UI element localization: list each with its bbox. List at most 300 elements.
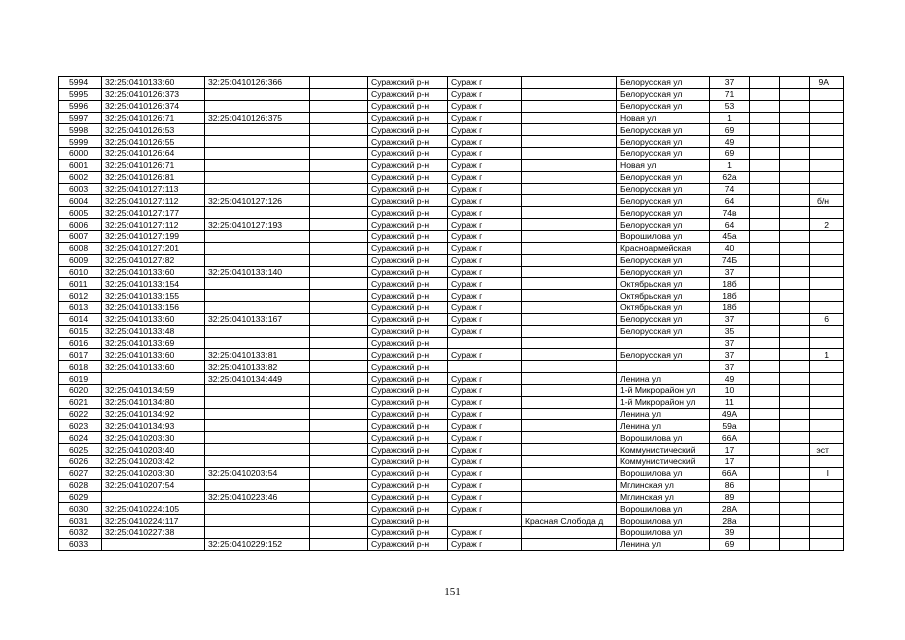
settlement-cell bbox=[522, 266, 617, 278]
district-cell: Суражский р-н bbox=[368, 100, 448, 112]
cadastral-number-cell: 32:25:0410126:53 bbox=[102, 124, 205, 136]
house-number-cell: 37 bbox=[710, 77, 750, 89]
settlement-cell bbox=[522, 112, 617, 124]
district-cell: Суражский р-н bbox=[368, 207, 448, 219]
cadastral-number-cell: 32:25:0410126:373 bbox=[102, 88, 205, 100]
building-number-cell bbox=[810, 100, 844, 112]
page-number: 151 bbox=[444, 586, 461, 598]
building-number-cell bbox=[810, 254, 844, 266]
cadastral-number-2-cell: 32:25:0410126:366 bbox=[205, 77, 310, 89]
street-cell: Белорусская ул bbox=[617, 207, 710, 219]
blank-cell-cell bbox=[780, 136, 810, 148]
street-cell: Ленина ул bbox=[617, 373, 710, 385]
house-number-cell: 69 bbox=[710, 538, 750, 550]
table-row bbox=[59, 112, 844, 124]
city-cell: Сураж г bbox=[448, 503, 522, 515]
table-row bbox=[59, 195, 844, 207]
city-cell: Сураж г bbox=[448, 456, 522, 468]
house-number-cell: 1 bbox=[710, 112, 750, 124]
city-cell: Сураж г bbox=[448, 136, 522, 148]
blank-cell-cell bbox=[750, 420, 780, 432]
house-number-cell: 11 bbox=[710, 396, 750, 408]
street-cell: Белорусская ул bbox=[617, 349, 710, 361]
table-row bbox=[59, 444, 844, 456]
blank-cell-cell bbox=[780, 538, 810, 550]
street-cell: Белорусская ул bbox=[617, 266, 710, 278]
blank-cell-cell bbox=[780, 444, 810, 456]
house-number-cell: 71 bbox=[710, 88, 750, 100]
cadastral-number-cell: 32:25:0410203:30 bbox=[102, 432, 205, 444]
blank-cell-cell bbox=[750, 242, 780, 254]
settlement-cell bbox=[522, 219, 617, 231]
settlement-cell bbox=[522, 159, 617, 171]
row-number-cell: 6025 bbox=[59, 444, 102, 456]
blank-cell-cell bbox=[750, 183, 780, 195]
building-number-cell bbox=[810, 88, 844, 100]
street-cell bbox=[617, 337, 710, 349]
table-row bbox=[59, 148, 844, 160]
blank-cell-cell bbox=[780, 325, 810, 337]
row-number-cell: 6030 bbox=[59, 503, 102, 515]
blank-cell-cell bbox=[310, 337, 368, 349]
settlement-cell bbox=[522, 456, 617, 468]
blank-cell-cell bbox=[750, 302, 780, 314]
city-cell: Сураж г bbox=[448, 290, 522, 302]
cadastral-number-cell: 32:25:0410126:71 bbox=[102, 112, 205, 124]
city-cell: Сураж г bbox=[448, 242, 522, 254]
building-number-cell: 1 bbox=[810, 349, 844, 361]
cadastral-number-2-cell: 32:25:0410229:152 bbox=[205, 538, 310, 550]
street-cell: Коммунистический bbox=[617, 456, 710, 468]
blank-cell-cell bbox=[310, 266, 368, 278]
blank-cell-cell bbox=[750, 112, 780, 124]
building-number-cell bbox=[810, 396, 844, 408]
cadastral-number-2-cell: 32:25:0410127:193 bbox=[205, 219, 310, 231]
row-number-cell: 6031 bbox=[59, 515, 102, 527]
blank-cell-cell bbox=[310, 467, 368, 479]
house-number-cell: 86 bbox=[710, 479, 750, 491]
blank-cell-cell bbox=[780, 77, 810, 89]
street-cell: Белорусская ул bbox=[617, 313, 710, 325]
settlement-cell bbox=[522, 88, 617, 100]
street-cell: Белорусская ул bbox=[617, 195, 710, 207]
blank-cell-cell bbox=[780, 88, 810, 100]
building-number-cell bbox=[810, 266, 844, 278]
table-row bbox=[59, 408, 844, 420]
district-cell: Суражский р-н bbox=[368, 183, 448, 195]
house-number-cell: 66А bbox=[710, 432, 750, 444]
street-cell: Новая ул bbox=[617, 159, 710, 171]
blank-cell-cell bbox=[750, 456, 780, 468]
blank-cell-cell bbox=[780, 527, 810, 539]
row-number-cell: 6020 bbox=[59, 384, 102, 396]
house-number-cell: 74в bbox=[710, 207, 750, 219]
street-cell: Белорусская ул bbox=[617, 254, 710, 266]
cadastral-number-2-cell bbox=[205, 337, 310, 349]
settlement-cell bbox=[522, 242, 617, 254]
row-number-cell: 6013 bbox=[59, 302, 102, 314]
row-number-cell: 6019 bbox=[59, 373, 102, 385]
cadastral-number-2-cell: 32:25:0410133:82 bbox=[205, 361, 310, 373]
house-number-cell: 69 bbox=[710, 148, 750, 160]
house-number-cell: 62а bbox=[710, 171, 750, 183]
street-cell: Ленина ул bbox=[617, 408, 710, 420]
cadastral-number-2-cell: 32:25:0410133:140 bbox=[205, 266, 310, 278]
building-number-cell bbox=[810, 112, 844, 124]
settlement-cell bbox=[522, 408, 617, 420]
cadastral-number-cell: 32:25:0410133:156 bbox=[102, 302, 205, 314]
district-cell: Суражский р-н bbox=[368, 171, 448, 183]
house-number-cell: 64 bbox=[710, 219, 750, 231]
cadastral-number-2-cell bbox=[205, 432, 310, 444]
building-number-cell bbox=[810, 408, 844, 420]
city-cell: Сураж г bbox=[448, 325, 522, 337]
street-cell: Красноармейская bbox=[617, 242, 710, 254]
district-cell: Суражский р-н bbox=[368, 159, 448, 171]
cadastral-number-cell: 32:25:0410127:177 bbox=[102, 207, 205, 219]
blank-cell-cell bbox=[780, 396, 810, 408]
table-row bbox=[59, 100, 844, 112]
building-number-cell: 9А bbox=[810, 77, 844, 89]
blank-cell-cell bbox=[780, 183, 810, 195]
city-cell: Сураж г bbox=[448, 538, 522, 550]
cadastral-number-cell: 32:25:0410203:40 bbox=[102, 444, 205, 456]
blank-cell-cell bbox=[750, 88, 780, 100]
settlement-cell bbox=[522, 420, 617, 432]
street-cell: Белорусская ул bbox=[617, 77, 710, 89]
row-number-cell: 6018 bbox=[59, 361, 102, 373]
city-cell: Сураж г bbox=[448, 159, 522, 171]
cadastral-number-2-cell bbox=[205, 148, 310, 160]
building-number-cell bbox=[810, 136, 844, 148]
settlement-cell bbox=[522, 384, 617, 396]
table-row bbox=[59, 456, 844, 468]
blank-cell-cell bbox=[310, 420, 368, 432]
cadastral-number-cell: 32:25:0410127:201 bbox=[102, 242, 205, 254]
building-number-cell bbox=[810, 515, 844, 527]
blank-cell-cell bbox=[780, 207, 810, 219]
row-number-cell: 5998 bbox=[59, 124, 102, 136]
blank-cell-cell bbox=[310, 479, 368, 491]
cadastral-number-cell: 32:25:0410133:60 bbox=[102, 313, 205, 325]
blank-cell-cell bbox=[310, 325, 368, 337]
building-number-cell bbox=[810, 432, 844, 444]
cadastral-number-2-cell bbox=[205, 290, 310, 302]
settlement-cell bbox=[522, 124, 617, 136]
blank-cell-cell bbox=[780, 124, 810, 136]
blank-cell-cell bbox=[310, 148, 368, 160]
house-number-cell: 18б bbox=[710, 278, 750, 290]
row-number-cell: 6001 bbox=[59, 159, 102, 171]
street-cell: Октябрьская ул bbox=[617, 302, 710, 314]
district-cell: Суражский р-н bbox=[368, 254, 448, 266]
cadastral-number-2-cell bbox=[205, 384, 310, 396]
house-number-cell: 40 bbox=[710, 242, 750, 254]
street-cell: Белорусская ул bbox=[617, 136, 710, 148]
street-cell: Белорусская ул bbox=[617, 171, 710, 183]
blank-cell-cell bbox=[750, 195, 780, 207]
city-cell: Сураж г bbox=[448, 112, 522, 124]
blank-cell-cell bbox=[750, 444, 780, 456]
table-row bbox=[59, 313, 844, 325]
city-cell bbox=[448, 361, 522, 373]
row-number-cell: 6012 bbox=[59, 290, 102, 302]
blank-cell-cell bbox=[310, 242, 368, 254]
cadastral-number-cell: 32:25:0410126:55 bbox=[102, 136, 205, 148]
building-number-cell: 6 bbox=[810, 313, 844, 325]
city-cell: Сураж г bbox=[448, 207, 522, 219]
city-cell: Сураж г bbox=[448, 302, 522, 314]
blank-cell-cell bbox=[310, 302, 368, 314]
house-number-cell: 49А bbox=[710, 408, 750, 420]
building-number-cell: I bbox=[810, 467, 844, 479]
settlement-cell bbox=[522, 396, 617, 408]
district-cell: Суражский р-н bbox=[368, 266, 448, 278]
blank-cell-cell bbox=[750, 467, 780, 479]
house-number-cell: 35 bbox=[710, 325, 750, 337]
city-cell: Сураж г bbox=[448, 396, 522, 408]
cadastral-number-2-cell bbox=[205, 159, 310, 171]
city-cell: Сураж г bbox=[448, 254, 522, 266]
settlement-cell bbox=[522, 479, 617, 491]
building-number-cell bbox=[810, 159, 844, 171]
table-row bbox=[59, 491, 844, 503]
row-number-cell: 6021 bbox=[59, 396, 102, 408]
table-row bbox=[59, 467, 844, 479]
city-cell: Сураж г bbox=[448, 124, 522, 136]
district-cell: Суражский р-н bbox=[368, 373, 448, 385]
cadastral-number-2-cell bbox=[205, 302, 310, 314]
cadastral-number-cell: 32:25:0410133:69 bbox=[102, 337, 205, 349]
building-number-cell bbox=[810, 456, 844, 468]
blank-cell-cell bbox=[310, 290, 368, 302]
cadastral-number-2-cell bbox=[205, 527, 310, 539]
house-number-cell: 45а bbox=[710, 230, 750, 242]
table-row bbox=[59, 420, 844, 432]
cadastral-number-2-cell: 32:25:0410223:46 bbox=[205, 491, 310, 503]
city-cell: Сураж г bbox=[448, 219, 522, 231]
cadastral-number-cell: 32:25:0410133:155 bbox=[102, 290, 205, 302]
settlement-cell bbox=[522, 77, 617, 89]
district-cell: Суражский р-н bbox=[368, 515, 448, 527]
table-row bbox=[59, 207, 844, 219]
blank-cell-cell bbox=[310, 515, 368, 527]
blank-cell-cell bbox=[750, 266, 780, 278]
blank-cell-cell bbox=[310, 254, 368, 266]
blank-cell-cell bbox=[750, 207, 780, 219]
cadastral-number-cell: 32:25:0410126:374 bbox=[102, 100, 205, 112]
district-cell: Суражский р-н bbox=[368, 313, 448, 325]
cadastral-number-cell: 32:25:0410207:54 bbox=[102, 479, 205, 491]
row-number-cell: 6024 bbox=[59, 432, 102, 444]
district-cell: Суражский р-н bbox=[368, 444, 448, 456]
city-cell: Сураж г bbox=[448, 373, 522, 385]
blank-cell-cell bbox=[310, 124, 368, 136]
table-row bbox=[59, 432, 844, 444]
building-number-cell bbox=[810, 171, 844, 183]
table-row bbox=[59, 349, 844, 361]
house-number-cell: 17 bbox=[710, 444, 750, 456]
settlement-cell bbox=[522, 195, 617, 207]
blank-cell-cell bbox=[310, 159, 368, 171]
table-row bbox=[59, 538, 844, 550]
blank-cell-cell bbox=[780, 420, 810, 432]
street-cell: Ворошилова ул bbox=[617, 515, 710, 527]
blank-cell-cell bbox=[310, 112, 368, 124]
cadastral-number-cell: 32:25:0410134:92 bbox=[102, 408, 205, 420]
blank-cell-cell bbox=[750, 219, 780, 231]
house-number-cell: 28а bbox=[710, 515, 750, 527]
blank-cell-cell bbox=[310, 503, 368, 515]
house-number-cell: 69 bbox=[710, 124, 750, 136]
row-number-cell: 6002 bbox=[59, 171, 102, 183]
blank-cell-cell bbox=[780, 408, 810, 420]
table-row bbox=[59, 503, 844, 515]
cadastral-number-2-cell bbox=[205, 479, 310, 491]
street-cell: Белорусская ул bbox=[617, 100, 710, 112]
district-cell: Суражский р-н bbox=[368, 195, 448, 207]
settlement-cell bbox=[522, 337, 617, 349]
district-cell: Суражский р-н bbox=[368, 325, 448, 337]
blank-cell-cell bbox=[750, 396, 780, 408]
city-cell: Сураж г bbox=[448, 313, 522, 325]
house-number-cell: 49 bbox=[710, 373, 750, 385]
blank-cell-cell bbox=[750, 124, 780, 136]
blank-cell-cell bbox=[750, 278, 780, 290]
blank-cell-cell bbox=[780, 266, 810, 278]
blank-cell-cell bbox=[310, 373, 368, 385]
settlement-cell bbox=[522, 278, 617, 290]
city-cell: Сураж г bbox=[448, 77, 522, 89]
street-cell: Мглинская ул bbox=[617, 491, 710, 503]
house-number-cell: 37 bbox=[710, 266, 750, 278]
house-number-cell: 64 bbox=[710, 195, 750, 207]
settlement-cell bbox=[522, 491, 617, 503]
blank-cell-cell bbox=[750, 479, 780, 491]
blank-cell-cell bbox=[780, 195, 810, 207]
city-cell: Сураж г bbox=[448, 266, 522, 278]
building-number-cell bbox=[810, 290, 844, 302]
cadastral-number-2-cell bbox=[205, 325, 310, 337]
cadastral-number-2-cell bbox=[205, 420, 310, 432]
blank-cell-cell bbox=[780, 432, 810, 444]
house-number-cell: 37 bbox=[710, 313, 750, 325]
cadastral-number-cell: 32:25:0410127:112 bbox=[102, 219, 205, 231]
blank-cell-cell bbox=[780, 313, 810, 325]
cadastral-number-cell: 32:25:0410133:60 bbox=[102, 361, 205, 373]
cadastral-number-cell: 32:25:0410203:30 bbox=[102, 467, 205, 479]
blank-cell-cell bbox=[750, 77, 780, 89]
building-number-cell bbox=[810, 503, 844, 515]
table-row bbox=[59, 325, 844, 337]
settlement-cell bbox=[522, 361, 617, 373]
cadastral-number-2-cell bbox=[205, 503, 310, 515]
registry-body bbox=[59, 77, 844, 551]
table-row bbox=[59, 373, 844, 385]
house-number-cell: 17 bbox=[710, 456, 750, 468]
registry-table bbox=[58, 76, 844, 551]
cadastral-number-2-cell bbox=[205, 254, 310, 266]
cadastral-number-cell: 32:25:0410127:82 bbox=[102, 254, 205, 266]
building-number-cell bbox=[810, 242, 844, 254]
blank-cell-cell bbox=[750, 432, 780, 444]
city-cell: Сураж г bbox=[448, 420, 522, 432]
blank-cell-cell bbox=[780, 503, 810, 515]
settlement-cell bbox=[522, 432, 617, 444]
blank-cell-cell bbox=[750, 491, 780, 503]
settlement-cell bbox=[522, 171, 617, 183]
district-cell: Суражский р-н bbox=[368, 337, 448, 349]
blank-cell-cell bbox=[750, 373, 780, 385]
settlement-cell bbox=[522, 207, 617, 219]
row-number-cell: 6014 bbox=[59, 313, 102, 325]
building-number-cell bbox=[810, 148, 844, 160]
district-cell: Суражский р-н bbox=[368, 136, 448, 148]
blank-cell-cell bbox=[780, 349, 810, 361]
blank-cell-cell bbox=[310, 230, 368, 242]
blank-cell-cell bbox=[310, 171, 368, 183]
row-number-cell: 6008 bbox=[59, 242, 102, 254]
blank-cell-cell bbox=[780, 254, 810, 266]
blank-cell-cell bbox=[310, 77, 368, 89]
district-cell: Суражский р-н bbox=[368, 432, 448, 444]
district-cell: Суражский р-н bbox=[368, 230, 448, 242]
cadastral-number-cell bbox=[102, 538, 205, 550]
blank-cell-cell bbox=[310, 100, 368, 112]
cadastral-number-2-cell bbox=[205, 408, 310, 420]
street-cell: 1-й Микрорайон ул bbox=[617, 384, 710, 396]
house-number-cell: 18б bbox=[710, 302, 750, 314]
building-number-cell bbox=[810, 373, 844, 385]
district-cell: Суражский р-н bbox=[368, 290, 448, 302]
cadastral-number-2-cell: 32:25:0410134:449 bbox=[205, 373, 310, 385]
district-cell: Суражский р-н bbox=[368, 302, 448, 314]
settlement-cell bbox=[522, 349, 617, 361]
house-number-cell: 49 bbox=[710, 136, 750, 148]
building-number-cell bbox=[810, 278, 844, 290]
table-row bbox=[59, 278, 844, 290]
cadastral-number-cell: 32:25:0410127:113 bbox=[102, 183, 205, 195]
cadastral-number-2-cell bbox=[205, 207, 310, 219]
street-cell: Ворошилова ул bbox=[617, 230, 710, 242]
blank-cell-cell bbox=[750, 100, 780, 112]
blank-cell-cell bbox=[750, 337, 780, 349]
district-cell: Суражский р-н bbox=[368, 479, 448, 491]
building-number-cell: б/н bbox=[810, 195, 844, 207]
city-cell: Сураж г bbox=[448, 408, 522, 420]
district-cell: Суражский р-н bbox=[368, 124, 448, 136]
blank-cell-cell bbox=[310, 396, 368, 408]
table-row bbox=[59, 230, 844, 242]
row-number-cell: 6015 bbox=[59, 325, 102, 337]
street-cell: Ворошилова ул bbox=[617, 503, 710, 515]
building-number-cell bbox=[810, 124, 844, 136]
cadastral-number-cell: 32:25:0410224:105 bbox=[102, 503, 205, 515]
blank-cell-cell bbox=[310, 527, 368, 539]
settlement-cell bbox=[522, 373, 617, 385]
blank-cell-cell bbox=[750, 159, 780, 171]
city-cell: Сураж г bbox=[448, 479, 522, 491]
blank-cell-cell bbox=[310, 408, 368, 420]
city-cell: Сураж г bbox=[448, 491, 522, 503]
row-number-cell: 6004 bbox=[59, 195, 102, 207]
table-row bbox=[59, 124, 844, 136]
cadastral-number-2-cell bbox=[205, 230, 310, 242]
street-cell: Белорусская ул bbox=[617, 124, 710, 136]
cadastral-number-2-cell: 32:25:0410203:54 bbox=[205, 467, 310, 479]
table-row bbox=[59, 290, 844, 302]
table-row bbox=[59, 254, 844, 266]
